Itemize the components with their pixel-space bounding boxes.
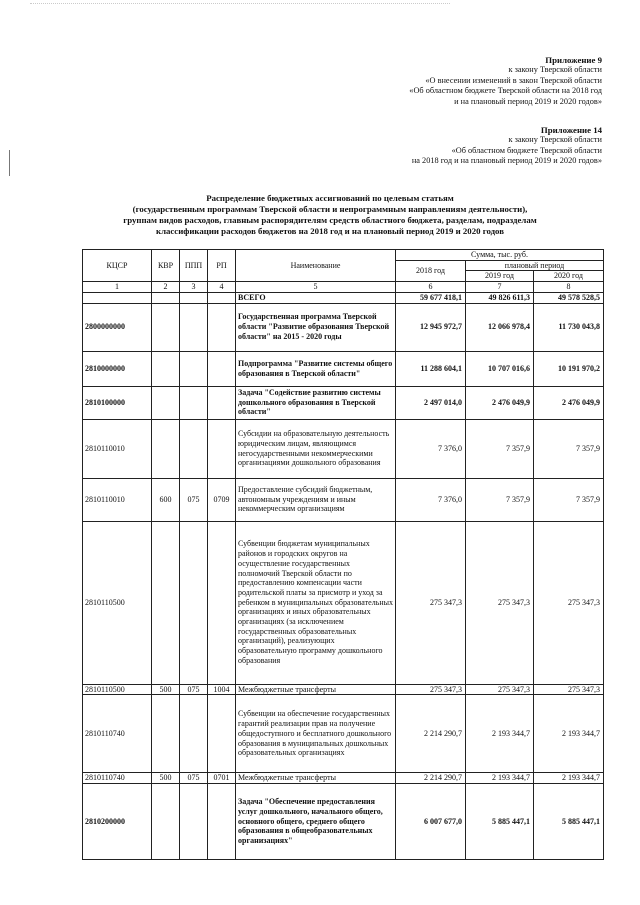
header-planned-period: плановый период (466, 260, 604, 271)
cell-kcsr: 2810110500 (83, 521, 152, 684)
cell-rp (208, 783, 236, 859)
cell-2020: 2 476 049,9 (534, 386, 604, 419)
cell-2020: 7 357,9 (534, 419, 604, 478)
appendix-14-header (302, 125, 602, 167)
cell-2020: 7 357,9 (534, 478, 604, 521)
document-title-line: классификации расходов бюджетов на 2018 год и на плановый период 2019 и 2020 годов (156, 226, 504, 236)
cell-name: Субвенции на обеспечение государственных гарантий реализации прав на получение общедоступного и бесплатного дошкольного образования в муниципальных дошкольных образовательных организациях (236, 695, 396, 773)
cell-2019: 2 193 344,7 (466, 695, 534, 773)
appendix-9-line: «О внесении изменений в закон Тверской области (425, 75, 602, 85)
cell-ppp (180, 419, 208, 478)
appendix-14-line: «Об областном бюджете Тверской области (451, 145, 602, 155)
cell-2020: 2 193 344,7 (534, 773, 604, 784)
cell-kcsr: 2800000000 (83, 303, 152, 351)
cell-2019: 275 347,3 (466, 684, 534, 695)
cell-2018: 7 376,0 (396, 478, 466, 521)
cell-ppp (180, 783, 208, 859)
appendix-9-header (302, 55, 602, 107)
table-row (83, 773, 604, 784)
cell-kvr (152, 521, 180, 684)
cell-kvr (152, 695, 180, 773)
cell-2018: 11 288 604,1 (396, 351, 466, 386)
cell-kvr (152, 419, 180, 478)
appendix-9-line: «Об областном бюджете Тверской области на 2018 год (409, 86, 602, 96)
cell-ppp (180, 521, 208, 684)
cell-ppp (180, 351, 208, 386)
document-title-line: группам видов расходов, главным распорядителям средств областного бюджета, разделам, подразделам (123, 215, 537, 225)
cell-rp (208, 521, 236, 684)
cell-2018: 2 497 014,0 (396, 386, 466, 419)
cell-rp (208, 419, 236, 478)
cell-kvr: 600 (152, 478, 180, 521)
cell-2018: 275 347,3 (396, 521, 466, 684)
cell-2018: 7 376,0 (396, 419, 466, 478)
cell-2018: 275 347,3 (396, 684, 466, 695)
cell-2019: 10 707 016,6 (466, 351, 534, 386)
table-row (83, 783, 604, 859)
cell-name: Подпрограмма "Развитие системы общего образования в Тверской области" (236, 351, 396, 386)
cell-rp (208, 695, 236, 773)
cell-kvr (152, 386, 180, 419)
cell-ppp: 075 (180, 773, 208, 784)
cell-rp: 0709 (208, 478, 236, 521)
cell-name: Субсидии на образовательную деятельность юридическим лицам, являющимся негосударственными некоммерческими организациями дошкольного образования (236, 419, 396, 478)
header-kcsr: КЦСР (83, 250, 152, 282)
column-index: 8 (534, 282, 604, 293)
appendix-14-line: на 2018 год и на плановый период 2019 и 2020 годов» (411, 156, 602, 166)
column-index: 6 (396, 282, 466, 293)
cell-2019: 7 357,9 (466, 419, 534, 478)
cell-ppp: 075 (180, 478, 208, 521)
cell-kcsr: 2810110740 (83, 695, 152, 773)
cell-2019: 12 066 978,4 (466, 303, 534, 351)
table-row (83, 303, 604, 351)
cell-kvr (152, 783, 180, 859)
cell-2020: 5 885 447,1 (534, 783, 604, 859)
cell-2020: 49 578 528,5 (534, 292, 604, 303)
table-row (83, 292, 604, 303)
cell-2020: 10 191 970,2 (534, 351, 604, 386)
cell-2020: 275 347,3 (534, 521, 604, 684)
cell-name: Задача "Содействие развитию системы дошкольного образования в Тверской области" (236, 386, 396, 419)
cell-kcsr: 2810100000 (83, 386, 152, 419)
budget-table (82, 249, 604, 860)
cell-2018: 59 677 418,1 (396, 292, 466, 303)
column-index: 5 (236, 282, 396, 293)
cell-name: Задача "Обеспечение предоставления услуг дошкольного, начального общего, основного общего, среднего общего образования в общеобразовательных организациях" (236, 783, 396, 859)
cell-2018: 2 214 290,7 (396, 773, 466, 784)
cell-name: ВСЕГО (236, 292, 396, 303)
table-row (83, 386, 604, 419)
cell-kvr: 500 (152, 773, 180, 784)
cell-2020: 275 347,3 (534, 684, 604, 695)
document-title-line: (государственным программам Тверской области и непрограммным направлениям деятельности), (132, 204, 528, 214)
cell-2020: 2 193 344,7 (534, 695, 604, 773)
header-2019: 2019 год (466, 271, 534, 282)
cell-rp (208, 292, 236, 303)
cell-2019: 49 826 611,3 (466, 292, 534, 303)
cell-2019: 275 347,3 (466, 521, 534, 684)
column-index: 1 (83, 282, 152, 293)
cell-kcsr: 2810110010 (83, 478, 152, 521)
cell-kvr (152, 351, 180, 386)
appendix-14-line: к закону Тверской области (508, 135, 602, 145)
table-row (83, 478, 604, 521)
cell-name: Предоставление субсидий бюджетным, автономным учреждениям и иным некоммерческим организациям (236, 478, 396, 521)
cell-2018: 12 945 972,7 (396, 303, 466, 351)
header-2020: 2020 год (534, 271, 604, 282)
cell-kcsr (83, 292, 152, 303)
cell-rp: 1004 (208, 684, 236, 695)
cell-ppp: 075 (180, 684, 208, 695)
cell-name: Межбюджетные трансферты (236, 773, 396, 784)
cell-ppp (180, 303, 208, 351)
column-index: 3 (180, 282, 208, 293)
cell-ppp (180, 695, 208, 773)
cell-2019: 7 357,9 (466, 478, 534, 521)
cell-kcsr: 2810110500 (83, 684, 152, 695)
cell-rp: 0701 (208, 773, 236, 784)
table-row (83, 521, 604, 684)
table-row (83, 684, 604, 695)
cell-ppp (180, 292, 208, 303)
appendix-14-title: Приложение 14 (540, 125, 602, 135)
header-sum: Сумма, тыс. руб. (396, 250, 604, 261)
appendix-9-line: и на плановый период 2019 и 2020 годов» (454, 96, 602, 106)
appendix-9-line: к закону Тверской области (508, 65, 602, 75)
cell-name: Субвенции бюджетам муниципальных районов и городских округов на осуществление государственных полномочий Тверской области по предоставлению компенсации части родительской платы за присмотр и уход за ребенком в муниципальных образовательных организациях и иных образовательных организациях (за исключением государственных образовательных организаций), реализующих образовательную программу дошкольного образования (236, 521, 396, 684)
header-kvr: КВР (152, 250, 180, 282)
document-title-line: Распределение бюджетных ассигнований по целевым статьям (206, 193, 454, 203)
cell-rp (208, 351, 236, 386)
table-row (83, 419, 604, 478)
cell-2018: 2 214 290,7 (396, 695, 466, 773)
cell-rp (208, 386, 236, 419)
cell-kcsr: 2810110010 (83, 419, 152, 478)
column-index-row (83, 282, 604, 293)
cell-kvr: 500 (152, 684, 180, 695)
cell-kcsr: 2810000000 (83, 351, 152, 386)
cell-kcsr: 2810200000 (83, 783, 152, 859)
cell-2019: 2 476 049,9 (466, 386, 534, 419)
column-index: 4 (208, 282, 236, 293)
table-row (83, 695, 604, 773)
cell-name: Межбюджетные трансферты (236, 684, 396, 695)
cell-2018: 6 007 677,0 (396, 783, 466, 859)
header-rp: РП (208, 250, 236, 282)
appendix-9-title: Приложение 9 (545, 55, 602, 65)
scan-margin-mark (9, 150, 10, 176)
cell-kvr (152, 292, 180, 303)
document-title (80, 193, 580, 237)
header-2018: 2018 год (396, 260, 466, 281)
cell-2020: 11 730 043,8 (534, 303, 604, 351)
cell-2019: 2 193 344,7 (466, 773, 534, 784)
cell-2019: 5 885 447,1 (466, 783, 534, 859)
column-index: 7 (466, 282, 534, 293)
header-ppp: ППП (180, 250, 208, 282)
column-index: 2 (152, 282, 180, 293)
table-row (83, 351, 604, 386)
scan-artifact (30, 3, 450, 6)
cell-rp (208, 303, 236, 351)
cell-ppp (180, 386, 208, 419)
cell-name: Государственная программа Тверской области "Развитие образования Тверской области" на 2015 - 2020 годы (236, 303, 396, 351)
cell-kvr (152, 303, 180, 351)
cell-kcsr: 2810110740 (83, 773, 152, 784)
header-name: Наименование (236, 250, 396, 282)
